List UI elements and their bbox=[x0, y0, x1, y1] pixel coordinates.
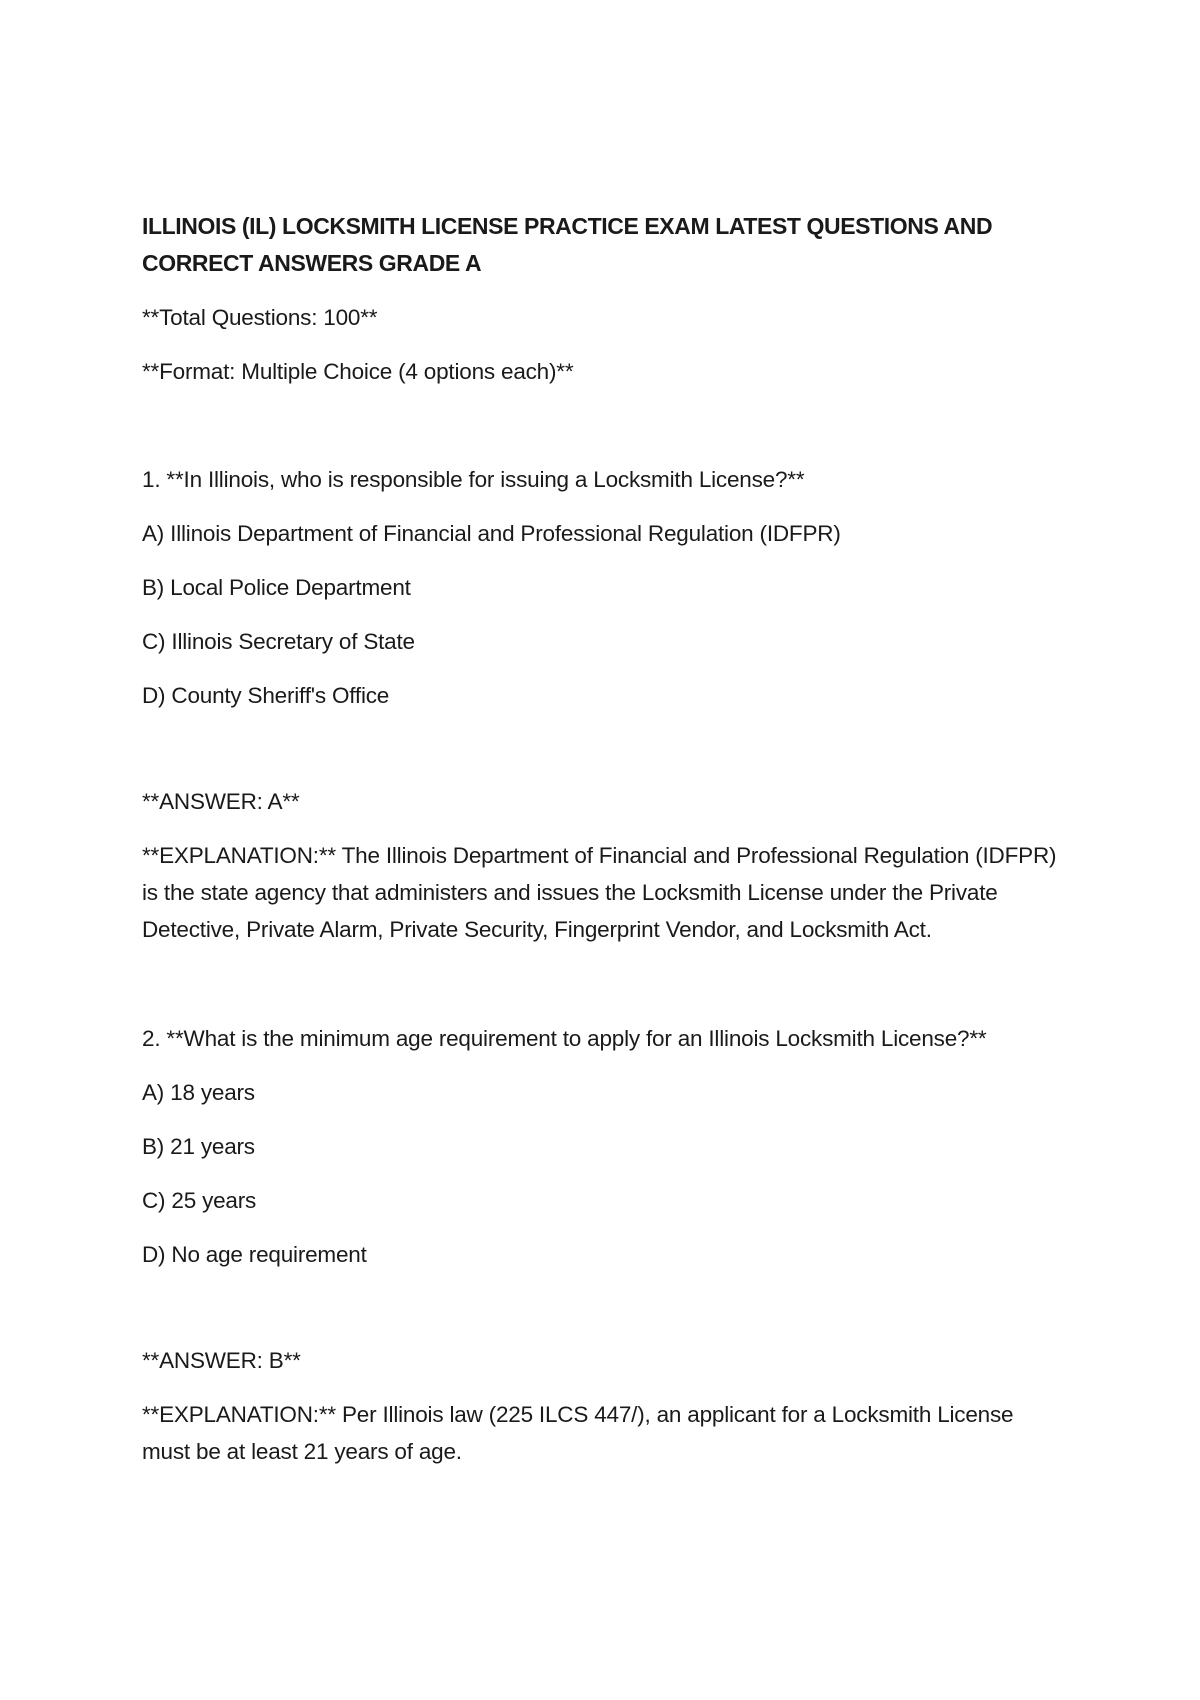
answer-explanation: **EXPLANATION:** The Illinois Department of Financial and Professional Regulation (IDFPR) is the state agency that administers and issues the Locksmith License under the Private Detective, Private Alarm, Private Security, Fingerprint Vendor, and Locksmith Act. bbox=[142, 843, 1057, 942]
document-content bbox=[142, 208, 1062, 1470]
question-block bbox=[142, 461, 1062, 948]
total-questions: **Total Questions: 100** bbox=[142, 305, 378, 330]
answer-option: B) 21 years bbox=[142, 1134, 255, 1159]
answer-explanation: **EXPLANATION:** Per Illinois law (225 ILCS 447/), an applicant for a Locksmith License must be at least 21 years of age. bbox=[142, 1402, 1014, 1464]
answer-option: B) Local Police Department bbox=[142, 575, 411, 600]
question-text: 2. **What is the minimum age requirement to apply for an Illinois Locksmith License?** bbox=[142, 1026, 987, 1051]
question-block bbox=[142, 1020, 1062, 1470]
correct-answer: **ANSWER: B** bbox=[142, 1348, 301, 1373]
question-text: 1. **In Illinois, who is responsible for issuing a Locksmith License?** bbox=[142, 467, 805, 492]
answer-option: A) 18 years bbox=[142, 1080, 255, 1105]
correct-answer: **ANSWER: A** bbox=[142, 789, 300, 814]
document-title: ILLINOIS (IL) LOCKSMITH LICENSE PRACTICE EXAM LATEST QUESTIONS AND CORRECT ANSWERS GRADE A bbox=[142, 213, 993, 276]
answer-option: C) 25 years bbox=[142, 1188, 257, 1213]
answer-option: A) Illinois Department of Financial and Professional Regulation (IDFPR) bbox=[142, 521, 841, 546]
exam-format: **Format: Multiple Choice (4 options each)** bbox=[142, 359, 574, 384]
answer-option: D) County Sheriff's Office bbox=[142, 683, 390, 708]
answer-option: D) No age requirement bbox=[142, 1242, 367, 1267]
answer-option: C) Illinois Secretary of State bbox=[142, 629, 415, 654]
